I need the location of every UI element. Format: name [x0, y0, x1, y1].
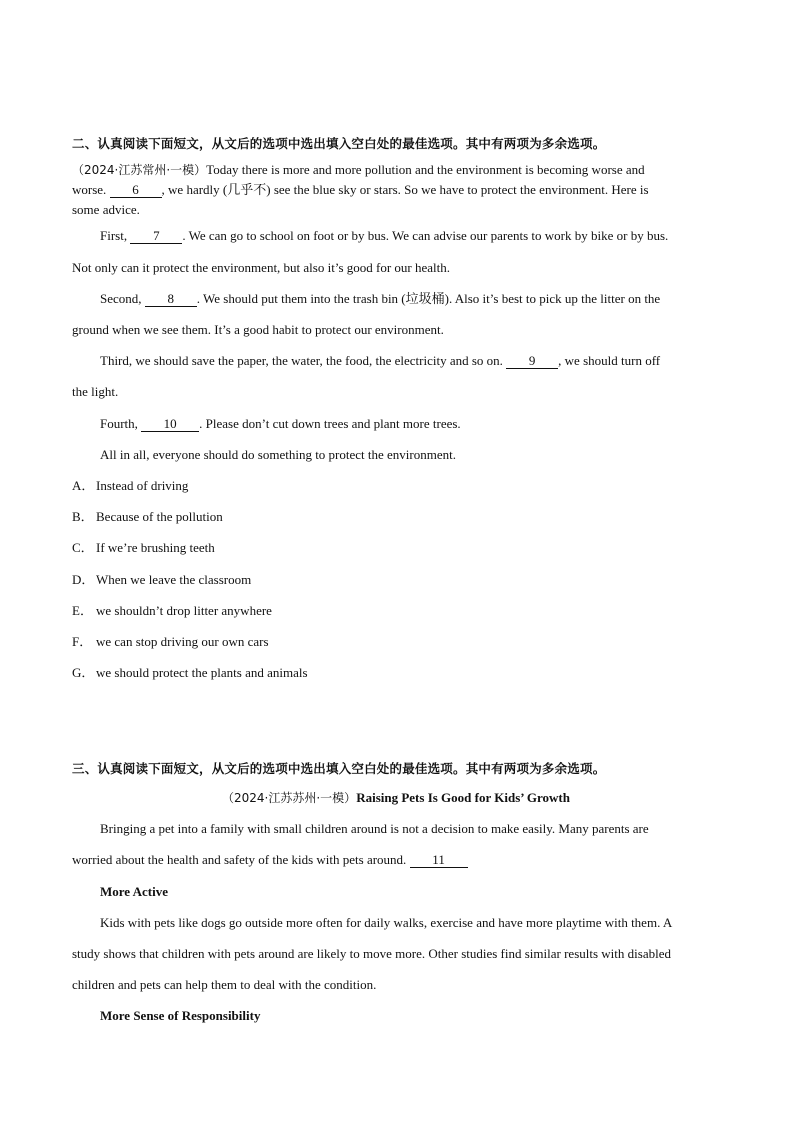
blank-11[interactable]: 11: [410, 852, 468, 868]
option-letter: C．: [72, 540, 94, 555]
paragraph-third-line-1: [100, 351, 720, 371]
section-3-heading: 三、认真阅读下面短文，从文后的选项中选出填入空白处的最佳选项。其中有两项为多余选项。: [72, 761, 606, 776]
paragraph-fourth: [100, 414, 720, 434]
option-letter: A．: [72, 478, 95, 493]
intro-text: worse.: [72, 182, 107, 197]
paragraph-first-line-2: Not only can it protect the environment, but also it’s good for our health.: [72, 260, 451, 275]
option-text: If we’re brushing teeth: [96, 540, 215, 555]
option-letter: G．: [72, 665, 95, 680]
option-g[interactable]: [72, 663, 720, 683]
passage-title: Raising Pets Is Good for Kids’ Growth: [356, 790, 570, 805]
option-letter: E．: [72, 603, 93, 618]
section-3-para-2-line-2: study shows that children with pets around are likely to move more. Other studies find similar results with disabled: [72, 946, 671, 961]
section-3-para-2-line-1: Kids with pets like dogs go outside more often for daily walks, exercise and have more playtime with them. A: [100, 915, 673, 930]
paragraph-text: Fourth,: [100, 416, 138, 431]
option-c[interactable]: [72, 538, 720, 558]
option-text: we should protect the plants and animals: [96, 665, 308, 680]
passage-title-line: [72, 788, 720, 808]
option-letter: B．: [72, 509, 94, 524]
blank-6[interactable]: 6: [110, 182, 162, 198]
section-2-intro-line-1: [72, 160, 720, 180]
blank-8[interactable]: 8: [145, 291, 197, 307]
section-3-para-2-line-3: children and pets can help them to deal with the condition.: [72, 977, 377, 992]
option-a[interactable]: [72, 476, 720, 496]
source-tag: （2024·江苏苏州·一模）: [222, 791, 357, 805]
paragraph-third-line-2: the light.: [72, 384, 119, 399]
option-text: Because of the pollution: [96, 509, 223, 524]
intro-text: Today there is more and more pollution and the environment is becoming worse and: [206, 162, 645, 177]
subheading-more-active: More Active: [100, 884, 168, 899]
intro-text: , we hardly (几乎不) see the blue sky or stars. So we have to protect the environment. Here is: [161, 182, 649, 197]
option-e[interactable]: [72, 601, 720, 621]
paragraph-text: worried about the health and safety of the kids with pets around.: [72, 852, 407, 867]
paragraph-second-line-2: ground when we see them. It’s a good habit to protect our environment.: [72, 322, 444, 337]
paragraph-text: First,: [100, 228, 128, 243]
option-text: Instead of driving: [96, 478, 189, 493]
option-text: When we leave the classroom: [96, 572, 252, 587]
section-2-intro-line-2: [72, 180, 720, 200]
section-3-para-1-line-2: [72, 850, 720, 870]
section-3-para-1-line-1: Bringing a pet into a family with small children around is not a decision to make easily. Many parents are: [100, 821, 649, 836]
paragraph-text: . Please don’t cut down trees and plant more trees.: [199, 416, 461, 431]
option-text: we shouldn’t drop litter anywhere: [96, 603, 272, 618]
blank-9[interactable]: 9: [506, 353, 558, 369]
option-b[interactable]: [72, 507, 720, 527]
paragraph-first-line-1: [100, 226, 720, 246]
paragraph-text: Third, we should save the paper, the water, the food, the electricity and so on.: [100, 353, 503, 368]
source-tag: （2024·江苏常州·一模）: [72, 163, 207, 177]
section-2-intro-line-3: some advice.: [72, 202, 140, 217]
subheading-responsibility: More Sense of Responsibility: [100, 1008, 261, 1023]
option-f[interactable]: [72, 632, 720, 652]
paragraph-second-line-1: [100, 289, 720, 309]
option-text: we can stop driving our own cars: [96, 634, 269, 649]
paragraph-fifth: All in all, everyone should do something to protect the environment.: [100, 447, 456, 462]
section-2-heading: 二、认真阅读下面短文，从文后的选项中选出填入空白处的最佳选项。其中有两项为多余选项。: [72, 136, 606, 151]
paragraph-text: . We should put them into the trash bin (垃圾桶). Also it’s best to pick up the litter on the: [196, 291, 661, 306]
paragraph-text: . We can go to school on foot or by bus. We can advise our parents to work by bike or by bus.: [182, 228, 669, 243]
paragraph-text: , we should turn off: [558, 353, 661, 368]
blank-10[interactable]: 10: [141, 416, 199, 432]
paragraph-text: Second,: [100, 291, 142, 306]
option-d[interactable]: [72, 570, 720, 590]
option-letter: D．: [72, 572, 95, 587]
blank-7[interactable]: 7: [130, 228, 182, 244]
option-letter: F．: [72, 634, 93, 649]
